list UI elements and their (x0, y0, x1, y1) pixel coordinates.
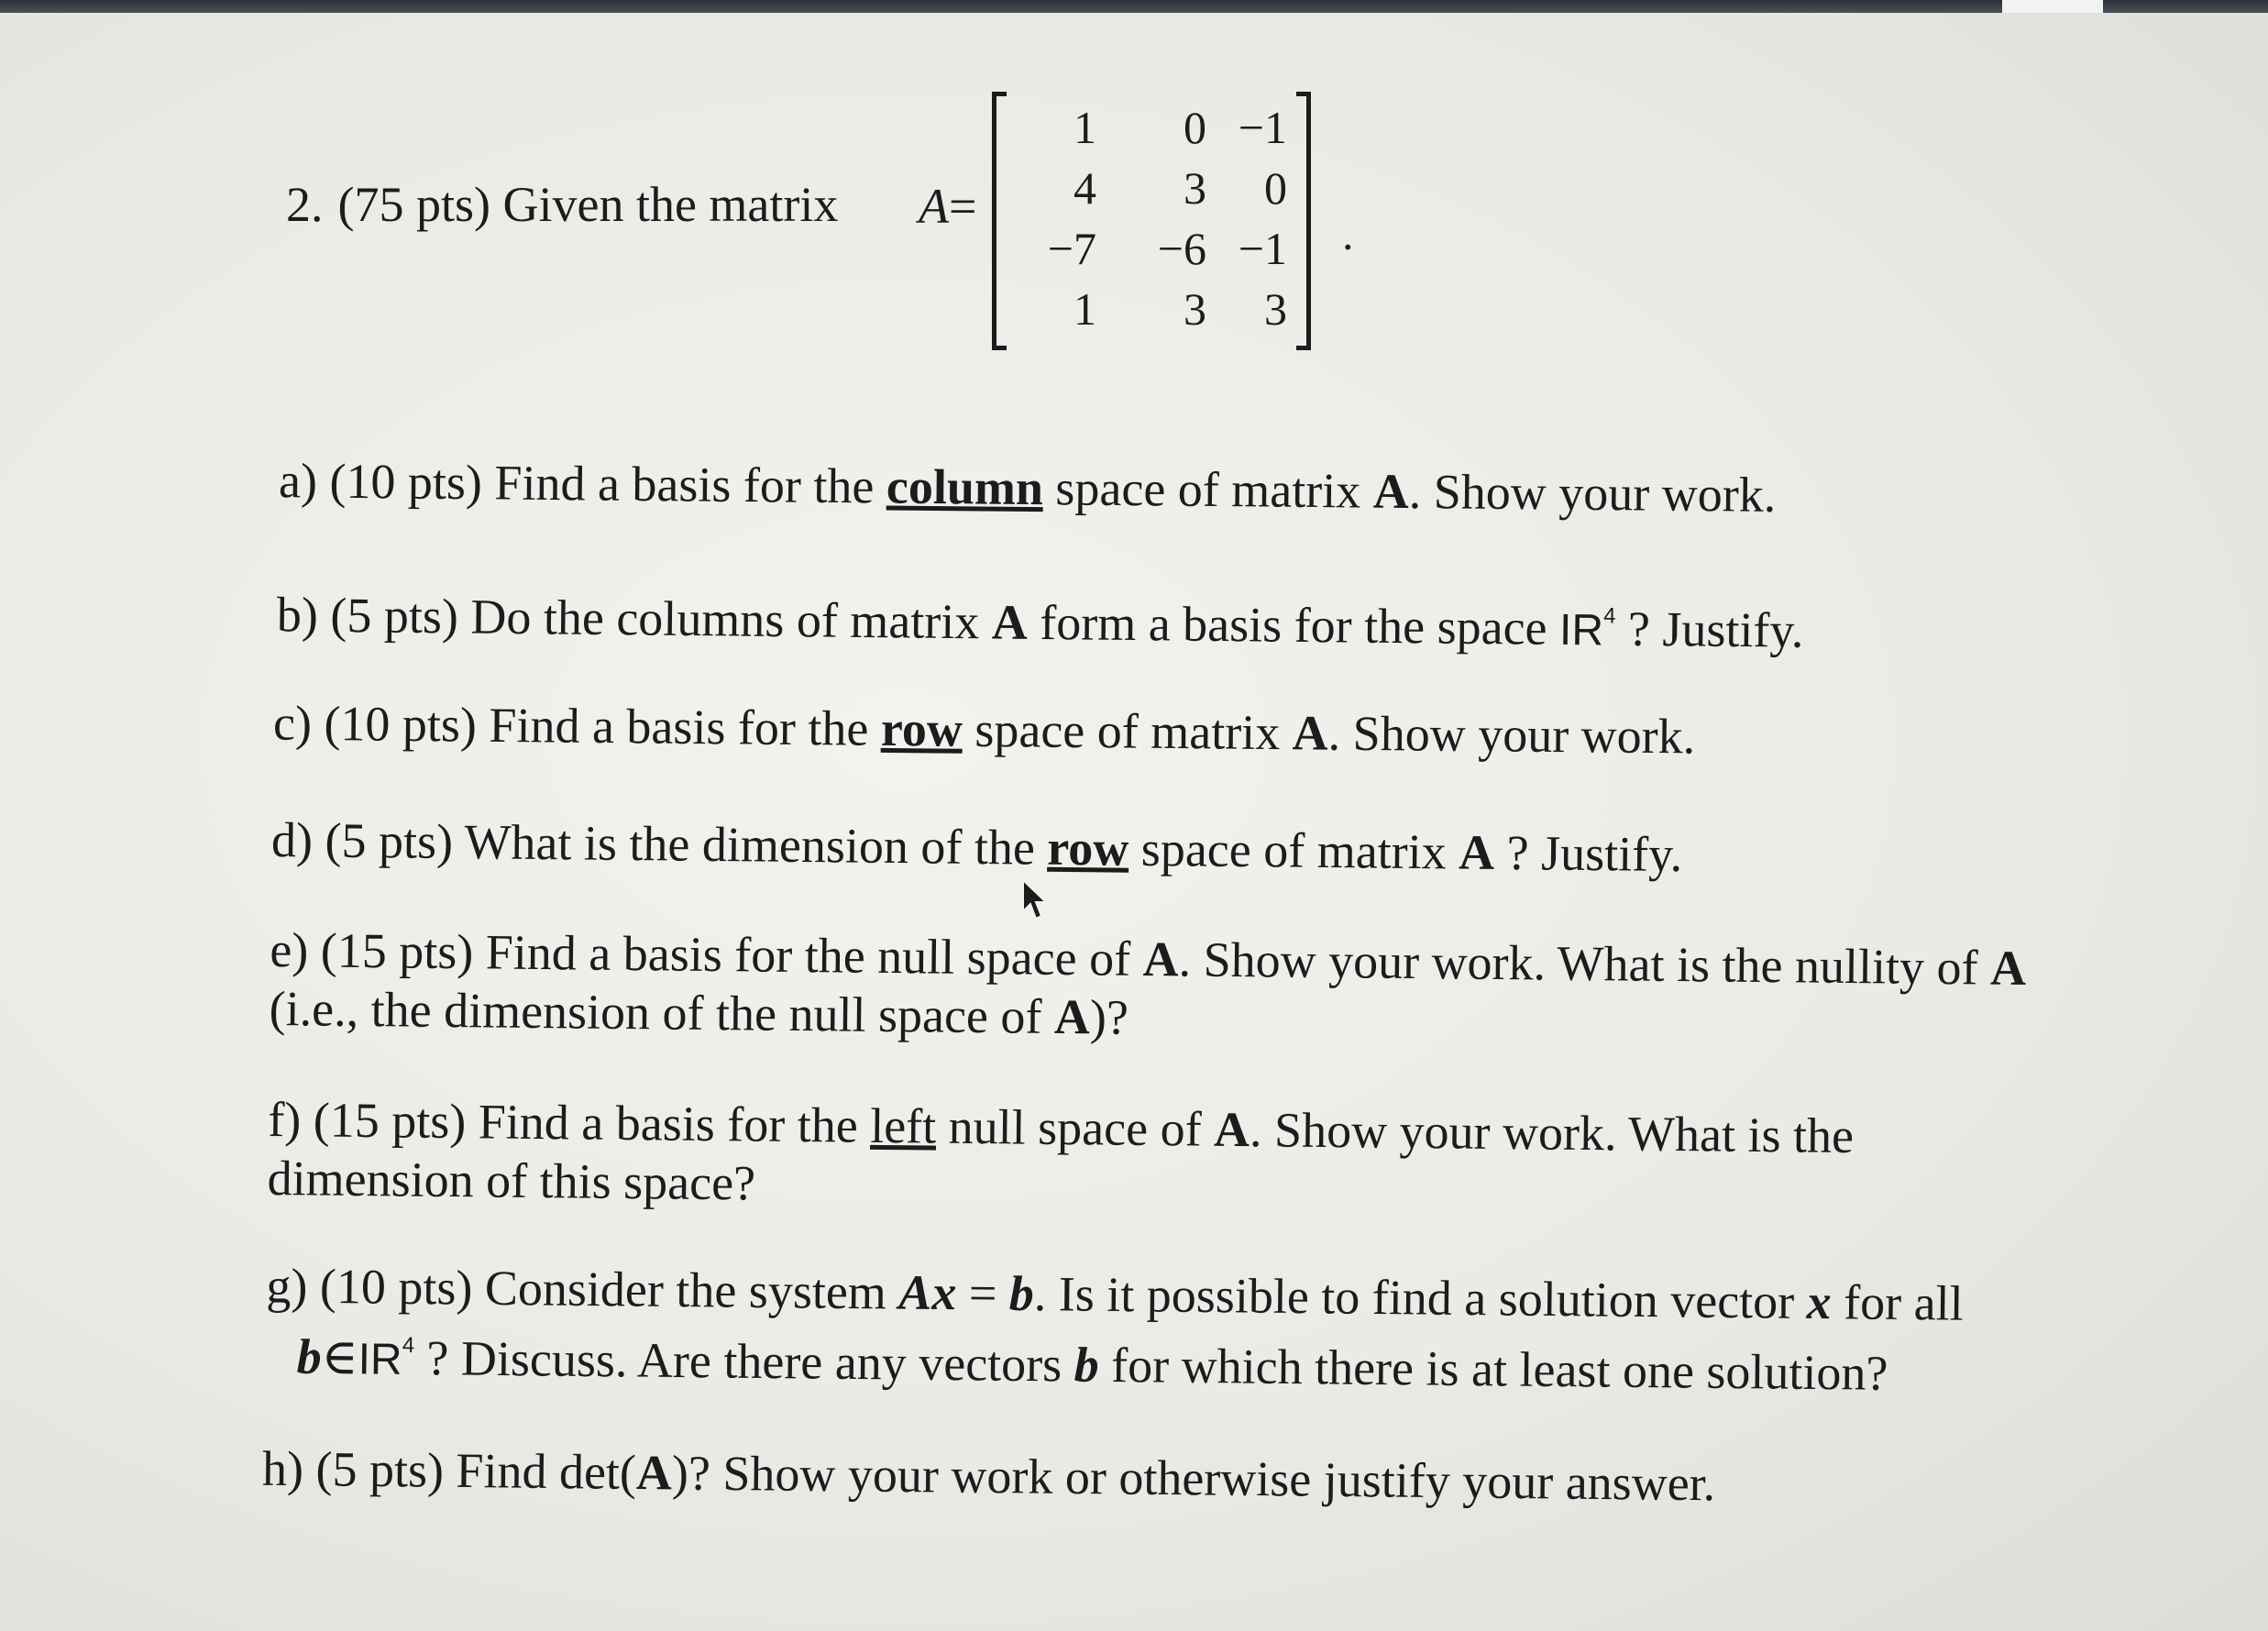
part-a-text-2: space of matrix (1042, 460, 1374, 519)
matrix-cell-r1c1: 1 (1073, 102, 1096, 153)
part-a-matrix-name: A (1372, 463, 1410, 519)
part-a-text-1: Find a basis for the (481, 455, 887, 514)
part-g-text-1: Consider the system (472, 1260, 899, 1320)
part-f-label: f) (268, 1091, 302, 1148)
part-h-text-2: )? Show your work or otherwise justify your answer. (671, 1445, 1716, 1512)
part-g-text-5: for which there is at least one solution? (1098, 1337, 1888, 1401)
matrix-a (992, 92, 1311, 350)
part-f-emphasis: left (869, 1097, 937, 1154)
matrix-cell-r2c3: 0 (1264, 162, 1287, 214)
part-f-text-4: dimension of this space? (267, 1150, 756, 1211)
part-d-text-1: What is the dimension of the (452, 814, 1048, 876)
matrix-label (919, 178, 976, 235)
question-header (286, 176, 838, 233)
part-e-text-1: Find a basis for the null space of (472, 924, 1143, 986)
mouse-pointer-icon (1018, 878, 1049, 924)
matrix-cell-r4c2: 3 (1184, 283, 1206, 335)
part-g-text-4: ? Discuss. Are there any vectors (413, 1330, 1075, 1393)
part-c-points: (10 pts) (324, 696, 478, 753)
matrix-cell-r4c3: 3 (1264, 283, 1287, 335)
part-b-text-3: ? Justify. (1615, 601, 1804, 658)
part-d-matrix-name: A (1458, 824, 1495, 880)
question-text: (75 pts) Given the matrix (337, 177, 839, 232)
part-g-equation-lhs: Ax (898, 1264, 957, 1321)
part-d-points: (5 pts) (325, 812, 454, 870)
part-c (273, 694, 1696, 766)
part-a-label: a) (278, 453, 318, 509)
matrix-name: A (919, 179, 949, 234)
part-d-label: d) (270, 811, 314, 868)
part-f-points: (15 pts) (313, 1092, 467, 1150)
part-g (265, 1256, 1964, 1405)
part-b-space-symbol: IR (1558, 605, 1604, 656)
part-g-equation-sign: = (956, 1265, 1010, 1321)
part-g-vector-b-2: b (1073, 1337, 1100, 1393)
part-c-text-1: Find a basis for the (476, 697, 882, 756)
part-c-label: c) (272, 695, 313, 751)
part-b-points: (5 pts) (330, 587, 459, 645)
matrix-right-bracket (1296, 92, 1311, 350)
part-e-text-2: . Show your work. What is the nullity of (1178, 931, 1991, 996)
part-f (267, 1090, 1854, 1224)
matrix-cell-r3c3: −1 (1238, 223, 1287, 274)
matrix-cell-r3c2: −6 (1157, 223, 1206, 274)
part-g-text-2: . Is it possible to find a solution vector (1033, 1266, 1808, 1329)
part-g-equation-rhs: b (1008, 1265, 1035, 1322)
part-e-text-3: (i.e., the dimension of the null space of (269, 980, 1055, 1044)
part-f-text-2: null space of (935, 1098, 1215, 1157)
part-f-text-3: . Show your work. What is the (1249, 1102, 1855, 1164)
part-g-space-exponent: 4 (402, 1332, 415, 1359)
part-c-text-2: space of matrix (962, 701, 1294, 761)
matrix-left-bracket (992, 92, 1007, 350)
part-b-space-exponent: 4 (1603, 603, 1616, 629)
part-h (262, 1439, 1716, 1514)
matrix-trailing-period: . (1342, 208, 1354, 259)
matrix-cell-r3c1: −7 (1047, 223, 1096, 274)
part-g-text-3: for all (1831, 1274, 1964, 1331)
matrix-cell-r4c1: 1 (1073, 283, 1096, 335)
part-g-vector-x: x (1806, 1273, 1833, 1330)
part-d-emphasis: row (1047, 820, 1129, 876)
matrix-cell-r1c3: −1 (1238, 102, 1287, 153)
part-d-text-2: space of matrix (1128, 821, 1459, 880)
question-number: 2. (286, 177, 324, 232)
part-a-text-3: . Show your work. (1408, 463, 1777, 523)
part-b (277, 573, 1804, 662)
part-a (279, 451, 1777, 524)
part-e (269, 920, 2026, 1056)
part-b-text-2: form a basis for the space (1027, 594, 1560, 656)
part-h-matrix-name: A (635, 1444, 673, 1501)
matrix-cell-r2c2: 3 (1184, 162, 1206, 214)
part-e-points: (15 pts) (320, 922, 474, 980)
part-b-text-1: Do the columns of matrix (457, 589, 993, 650)
part-e-matrix-name: A (1142, 931, 1179, 987)
matrix-equals: = (949, 179, 977, 234)
part-d-text-3: ? Justify. (1493, 824, 1683, 883)
monitor-top-bezel (0, 0, 2268, 13)
part-e-matrix-name-2: A (1989, 940, 2027, 997)
part-e-text-4: )? (1089, 989, 1129, 1045)
part-g-element-of: ∈ (321, 1328, 358, 1385)
part-b-matrix-name: A (991, 594, 1029, 650)
part-f-matrix-name: A (1213, 1101, 1250, 1158)
part-b-label: b) (276, 587, 319, 643)
part-h-label: h) (261, 1440, 304, 1497)
part-d (271, 810, 1683, 884)
matrix-cell-r1c2: 0 (1184, 102, 1206, 153)
part-a-points: (10 pts) (329, 453, 483, 511)
part-c-emphasis: row (880, 700, 963, 757)
part-g-label: g) (266, 1258, 308, 1314)
part-h-text-1: Find det( (443, 1442, 637, 1500)
part-f-text-1: Find a basis for the (466, 1094, 871, 1153)
part-h-points: (5 pts) (315, 1441, 445, 1498)
part-e-matrix-name-3: A (1053, 988, 1091, 1045)
part-g-vector-b: b (296, 1328, 322, 1384)
part-c-matrix-name: A (1292, 705, 1329, 761)
matrix-cells (1008, 97, 1294, 339)
screen (0, 13, 2268, 1631)
part-c-text-3: . Show your work. (1327, 705, 1696, 765)
part-a-emphasis: column (886, 458, 1044, 516)
part-e-label: e) (270, 921, 309, 978)
matrix-cell-r2c1: 4 (1073, 162, 1096, 214)
document-page (0, 13, 2268, 1631)
part-g-points: (10 pts) (319, 1258, 473, 1316)
part-g-space-symbol: IR (358, 1335, 402, 1384)
